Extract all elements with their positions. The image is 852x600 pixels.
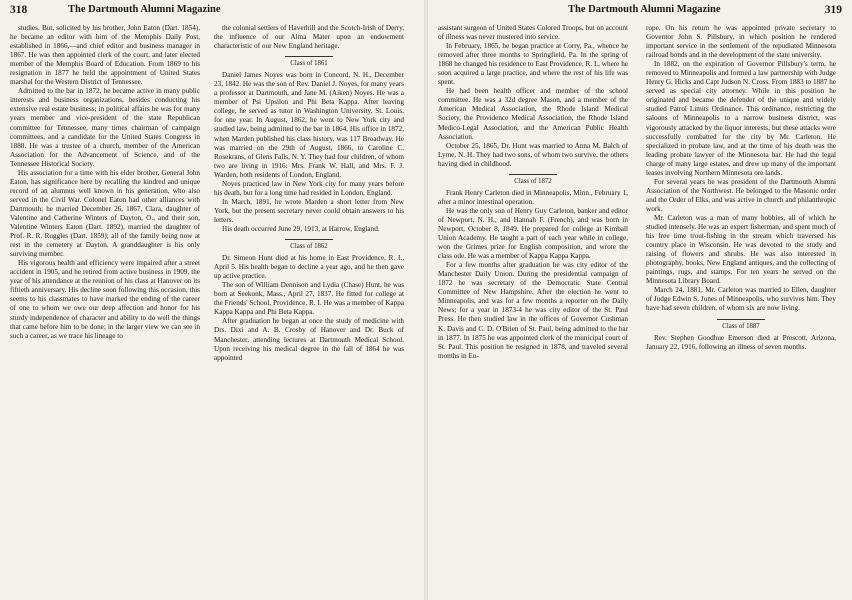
paragraph: His vigorous health and efficiency were impaired after a street accident in 1905, and he retired from active business in 1909, the year of his attendance at the reunion of his class at Hanover on its fiftieth anniversary. His decline soon following this occasion, this seems to his classmates to have marked the ending of the career of one to whom we owe our deep affection and honor for his sturdy independence of character and ability to do well the things that came before him to be done; in the larger view we can see in such a career, as we trace his lineage to — [10, 259, 200, 340]
page-header — [438, 4, 842, 20]
class-heading-text: Class of 1887 — [722, 322, 760, 330]
left-page — [0, 0, 424, 600]
paragraph: In 1882, on the expiration of Governor Pillsbury's term, he removed to Minneapolis and formed a law partnership with Judge Henry G. Hicks and Capt Judson N. Cross. From 1883 to 1887 he served as special city attorney. While in this position he originated and became the defender of the unique and widely studied Patrol Limits Ordinance. This ordinance, restricting the saloons of Minneapolis to a narrow business district, was vigorously attacked by the liquor interests, but these attacks were successfully combatted for the city by Mr. Carleton. He specialized in probate law, and at the time of his death was the leading probate lawyer of the Minnesota bar. He had the legal charge of many large estates, and drew up many of the important leases involving Northern Minnesota ore lands. — [646, 60, 836, 177]
class-heading-text: Class of 1862 — [290, 243, 328, 251]
paragraph: the colonial settlers of Haverhill and the Scotch-Irish of Derry, the influence of our Alma Mater upon an endowment characteristic of our New England heritage. — [214, 24, 404, 51]
text-column — [10, 24, 200, 596]
class-heading-text: Class of 1861 — [290, 60, 328, 68]
paragraph: For several years he was president of the Dartmouth Alumni Association of the Northwest. He belonged to the Masonic order and the Order of Elks, and was active in church and philanthropic work. — [646, 177, 836, 213]
paragraph: Admitted to the bar in 1872, he became active in many public interests and business organizations, besides conducting his extensive real estate business; in political affairs he was for many years member and vice-president of the state Republican committee for Tennessee, many times chairman of campaign committees, and a candidate for the United States Congress in 1888. He was a trustee of a church, member of the American Association for the Advancement of Science, and of the Tennessee Historical Society. — [10, 87, 200, 168]
heading-rule — [285, 56, 333, 57]
paragraph: In February, 1865, he began practice at Corry, Pa., whence he removed after three months to Springfield, Pa. In the spring of 1868 he changed his residence to East Providence, R. I., where he soon acquired a large practice, and where the rest of his life was spent. — [438, 42, 628, 87]
running-title: The Dartmouth Alumni Magazine — [68, 4, 221, 15]
paragraph: For a few months after graduation he was city editor of the Manchester Daily Union. During the presidential campaign of 1872 he was secretary of the Democratic State Central Committee of New Hampshire. After the election he went to Minneapolis, and was for a few months a reporter on the Daily News; for a year in 1873-4 he was city editor of the St. Paul Press. He then studied law in the offices of Governor Cushman K. Davis and C. D. O'Brien of St. Paul, being admitted to the bar in 1877. In 1875 he was appointed clerk of the municipal court of St. Paul. This position he resigned in 1878, and traveled several months in Eu- — [438, 261, 628, 360]
class-heading — [438, 174, 628, 186]
heading-rule — [285, 239, 333, 240]
paragraph: Dr. Simeon Hunt died at his home in East Providence, R. I., April 5. His health began to decline a year ago, and he then gave up active practice. — [214, 254, 404, 281]
class-heading — [214, 56, 404, 68]
paragraph: He was the only son of Henry Guy Carleton, banker and editor of Newport, N. H., and Hannah F. (French), and was born in Newport, October 8, 1849. He prepared for college at Kimball Union Academy. He taught a part of each year while in college, won the Grimes prize for English composition, and wrote the class ode. He was a member of Kappa Kappa Kappa. — [438, 206, 628, 261]
paragraph: March 24, 1881, Mr. Carleton was married to Ellen, daughter of Judge Edwin S. Jones of Minneapolis, who survives him. They have had seven children, of whom six are now living. — [646, 286, 836, 313]
right-page — [428, 0, 852, 600]
paragraph: October 25, 1865, Dr. Hunt was married to Anna M. Balch of Lyme, N. H. They had two sons, of whom two survive, the others having died in childhood. — [438, 141, 628, 168]
paragraph: After graduation he began at once the study of medicine with Drs. Dixi and A. B. Crosby of Hanover and Dr. Buck of Manchester, attending lectures at Dartmouth Medical School. Upon receiving his medical degree in the fall of 1864 he was appointed — [214, 317, 404, 362]
paragraph: His death occurred June 29, 1913, at Harrow, England. — [222, 224, 380, 233]
page-number: 319 — [824, 4, 842, 16]
heading-rule — [717, 319, 765, 320]
class-heading — [214, 239, 404, 251]
paragraph: His association for a time with his elder brother, General John Eaton, has significance here by recalling the kindred and unique record of an alumnus well known in his generation, who also served in the Civil War. Colonel Eaton had other alliances with Dartmouth: he married December 26, 1867, Clara, daughter of Valentine and Catherine Winters of Dayton, O., and their son, Valentine Winters Eaton (Dart. 1892), married the daughter of Prof. R. R. Ruggles (Dart. 1859); all of the family being now at rest in the cemetery at Dayton. A granddaughter is his only surviving member. — [10, 168, 200, 259]
paragraph: Noyes practiced law in New York city for many years before his death, but for a long time had resided in London, England. — [214, 179, 404, 197]
page-header — [10, 4, 414, 20]
page-number: 318 — [10, 4, 28, 16]
paragraph: In March, 1891, he wrote Marden a short letter from New York, but the present secretary never could obtain answers to his letters. — [214, 197, 404, 224]
paragraph: Rev. Stephen Goodhue Emerson died at Prescott, Arizona, January 22, 1916, following an illness of seven months. — [646, 333, 836, 351]
paragraph: rope. On his return he was appointed private secretary to Governor John S. Pillsbury, in which position he rendered important service in the settlement of the repudiated Minnesota railroad bonds and in the development of the state university. — [646, 24, 836, 60]
text-column — [438, 24, 628, 596]
paragraph: The son of William Dennison and Lydia (Chase) Hunt, he was born at Seekonk, Mass., April 27, 1837. He fitted for college at the Friends' School, Providence, R. I. He was a member of Kappa Kappa Kappa and Phi Beta Kappa. — [214, 281, 404, 317]
paragraph: Mr. Carleton was a man of many hobbies, all of which he studied intensely. He was an expert fisherman, and spent much of his free time trout-fishing in the stream which traversed his country place in Wisconsin. He was devoted to the study and raising of flowers and shrubs. He was also interested in photography, books, New England antiques, and the collecting of paintings, rugs, and stamps. For ten years he served on the Minnesota Library Board. — [646, 213, 836, 286]
paragraph: assistant surgeon of United States Colored Troops, but on account of illness was never mustered into service. — [438, 24, 628, 42]
paragraph: Frank Henry Carleton died in Minneapolis, Minn., February 1, after a minor intestinal operation. — [438, 188, 628, 206]
text-column — [214, 24, 404, 596]
class-heading-text: Class of 1872 — [514, 177, 552, 185]
class-heading — [646, 319, 836, 331]
paragraph: Daniel James Noyes was born in Concord, N. H., December 23, 1842. He was the son of Rev. Daniel J. Noyes, for many years a professor at Dartmouth, and Jane M. (Aiken) Noyes. He was a member of Psi Upsilon and Phi Beta Kappa. After leaving college, he served as tutor in Washington University, St. Louis, for one year. In August, 1862, he went to New York city and studied law, being admitted to the bar in 1864. His office in 1872, when Marden published his class history, was 117 Broadway. He was married on the 29th of August, 1866, to Caroline C. Rosekrans, of Glens Falls, N. Y. They had four children, of whom two are living in 1916: Mrs. Frank W. Hall, and Mrs. F. J. Warden, both residents of London, England. — [214, 71, 404, 179]
running-title: The Dartmouth Alumni Magazine — [568, 4, 721, 15]
paragraph: He had been health officer and member of the school committee. He was a 32d degree Mason, and a member of the American Medical Association, the Rhode Island Medical Society, the Providence Medical Association, the Rhode Island Medico-Legal Association, and the American Public Health Association. — [438, 87, 628, 141]
paragraph: studies. But, solicited by his brother, John Eaton (Dart. 1854), he became an editor with him of the Memphis Daily Post, established in 1866,—and chief editor and business manager in 1867. He was then appointed clerk of the court, and later elected member of the Memphis Board of Education. From 1869 to his resignation in 1877 he held the appointment of United States marshal for the Western District of Tennessee. — [10, 24, 200, 87]
heading-rule — [509, 174, 557, 175]
text-column — [646, 24, 836, 596]
